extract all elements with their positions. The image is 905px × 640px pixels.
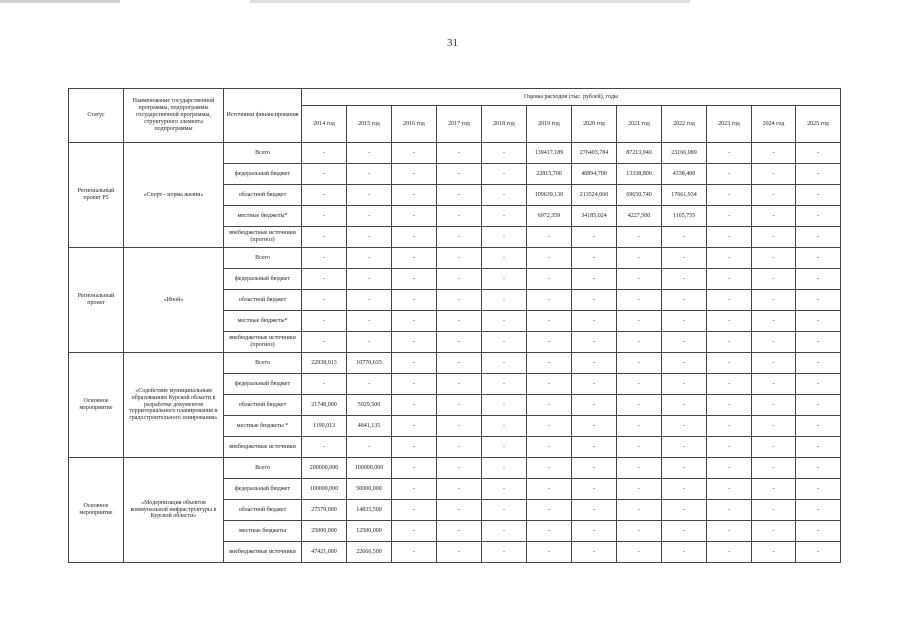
value-cell: 34185,024: [572, 206, 617, 227]
value-cell: -: [796, 542, 841, 563]
value-cell: -: [707, 332, 752, 353]
value-cell: -: [302, 164, 347, 185]
value-cell: -: [796, 227, 841, 248]
value-cell: -: [796, 164, 841, 185]
value-cell: -: [617, 458, 662, 479]
value-cell: 5929,500: [347, 395, 392, 416]
value-cell: -: [617, 269, 662, 290]
value-cell: -: [392, 227, 437, 248]
value-cell: -: [707, 395, 752, 416]
value-cell: -: [392, 353, 437, 374]
value-cell: -: [707, 416, 752, 437]
value-cell: -: [347, 206, 392, 227]
value-cell: 200000,000: [302, 458, 347, 479]
value-cell: -: [572, 416, 617, 437]
value-cell: -: [437, 500, 482, 521]
value-cell: -: [752, 395, 796, 416]
value-cell: -: [392, 290, 437, 311]
value-cell: -: [796, 143, 841, 164]
value-cell: -: [662, 479, 707, 500]
value-cell: -: [796, 479, 841, 500]
budget-table: [68, 88, 841, 563]
funding-source-cell: областной бюджет: [224, 185, 302, 206]
program-name-cell: «Модернизация объектов коммунальной инфраструктуры в Курской области»: [124, 458, 224, 563]
value-cell: -: [707, 206, 752, 227]
value-cell: 1190,013: [302, 416, 347, 437]
header-year: 2020 год: [572, 106, 617, 143]
funding-source-cell: областной бюджет: [224, 395, 302, 416]
header-name: Наименование государственной программы, подпрограммы государственной программы, структурного элемента подпрограммы: [124, 89, 224, 143]
value-cell: 23166,089: [662, 143, 707, 164]
value-cell: -: [392, 521, 437, 542]
value-cell: -: [662, 500, 707, 521]
value-cell: -: [527, 521, 572, 542]
value-cell: -: [662, 269, 707, 290]
value-cell: 6972,359: [527, 206, 572, 227]
value-cell: -: [752, 290, 796, 311]
value-cell: -: [527, 227, 572, 248]
value-cell: -: [572, 353, 617, 374]
value-cell: -: [392, 500, 437, 521]
value-cell: 4227,500: [617, 206, 662, 227]
value-cell: -: [707, 290, 752, 311]
value-cell: -: [482, 542, 527, 563]
funding-source-cell: местные бюджеты: [224, 521, 302, 542]
value-cell: -: [482, 269, 527, 290]
program-name-cell: «Иной»: [124, 248, 224, 353]
value-cell: -: [572, 479, 617, 500]
value-cell: -: [437, 395, 482, 416]
value-cell: -: [796, 500, 841, 521]
funding-source-cell: областной бюджет: [224, 500, 302, 521]
value-cell: -: [796, 395, 841, 416]
funding-source-cell: местные бюджеты *: [224, 416, 302, 437]
header-year: 2014 год: [302, 106, 347, 143]
value-cell: -: [347, 374, 392, 395]
value-cell: -: [392, 437, 437, 458]
value-cell: -: [752, 353, 796, 374]
value-cell: -: [482, 290, 527, 311]
value-cell: -: [662, 395, 707, 416]
value-cell: -: [527, 416, 572, 437]
value-cell: 25000,000: [302, 521, 347, 542]
value-cell: 27579,000: [302, 500, 347, 521]
value-cell: -: [347, 164, 392, 185]
funding-source-cell: Всего: [224, 353, 302, 374]
value-cell: -: [707, 269, 752, 290]
value-cell: -: [617, 227, 662, 248]
value-cell: -: [617, 416, 662, 437]
value-cell: -: [796, 332, 841, 353]
value-cell: -: [707, 185, 752, 206]
table-row: [69, 248, 841, 269]
value-cell: -: [482, 248, 527, 269]
value-cell: -: [572, 542, 617, 563]
value-cell: -: [437, 542, 482, 563]
status-cell: Региональный проект: [69, 248, 124, 353]
value-cell: -: [482, 416, 527, 437]
value-cell: -: [662, 458, 707, 479]
value-cell: -: [482, 500, 527, 521]
value-cell: -: [572, 290, 617, 311]
value-cell: -: [752, 332, 796, 353]
status-cell: Основное мероприятие: [69, 353, 124, 458]
value-cell: -: [302, 374, 347, 395]
value-cell: -: [437, 185, 482, 206]
value-cell: -: [347, 437, 392, 458]
value-cell: -: [707, 479, 752, 500]
value-cell: -: [707, 374, 752, 395]
value-cell: -: [707, 521, 752, 542]
value-cell: -: [707, 458, 752, 479]
value-cell: -: [437, 374, 482, 395]
value-cell: -: [527, 332, 572, 353]
value-cell: -: [572, 374, 617, 395]
value-cell: -: [617, 290, 662, 311]
value-cell: -: [572, 500, 617, 521]
value-cell: -: [392, 542, 437, 563]
value-cell: -: [527, 395, 572, 416]
value-cell: -: [752, 437, 796, 458]
value-cell: -: [752, 269, 796, 290]
value-cell: -: [392, 269, 437, 290]
value-cell: -: [302, 206, 347, 227]
value-cell: -: [662, 248, 707, 269]
value-cell: -: [796, 290, 841, 311]
scan-edge-line: [0, 0, 905, 3]
value-cell: -: [392, 164, 437, 185]
value-cell: -: [437, 269, 482, 290]
value-cell: -: [752, 500, 796, 521]
value-cell: -: [752, 164, 796, 185]
value-cell: -: [662, 374, 707, 395]
value-cell: 4841,135: [347, 416, 392, 437]
value-cell: -: [527, 437, 572, 458]
value-cell: -: [437, 248, 482, 269]
value-cell: -: [482, 395, 527, 416]
funding-source-cell: Всего: [224, 458, 302, 479]
value-cell: -: [572, 437, 617, 458]
header-year: 2018 год: [482, 106, 527, 143]
funding-source-cell: областной бюджет: [224, 290, 302, 311]
value-cell: -: [707, 143, 752, 164]
header-year: 2025 год: [796, 106, 841, 143]
value-cell: -: [437, 458, 482, 479]
value-cell: -: [572, 248, 617, 269]
value-cell: 213524,060: [572, 185, 617, 206]
value-cell: -: [796, 458, 841, 479]
value-cell: -: [437, 353, 482, 374]
value-cell: -: [482, 206, 527, 227]
page-number: 31: [447, 37, 458, 49]
value-cell: -: [707, 248, 752, 269]
value-cell: 139417,189: [527, 143, 572, 164]
value-cell: -: [617, 248, 662, 269]
value-cell: -: [707, 353, 752, 374]
funding-source-cell: федеральный бюджет: [224, 164, 302, 185]
value-cell: -: [302, 332, 347, 353]
value-cell: -: [347, 248, 392, 269]
value-cell: -: [392, 458, 437, 479]
value-cell: 12500,000: [347, 521, 392, 542]
value-cell: 4338,400: [662, 164, 707, 185]
value-cell: 100000,000: [302, 479, 347, 500]
value-cell: -: [617, 500, 662, 521]
value-cell: -: [796, 269, 841, 290]
value-cell: -: [392, 248, 437, 269]
value-cell: -: [752, 206, 796, 227]
table-row: [69, 143, 841, 164]
value-cell: -: [437, 479, 482, 500]
value-cell: 69650,740: [617, 185, 662, 206]
value-cell: -: [347, 185, 392, 206]
funding-source-cell: федеральный бюджет: [224, 374, 302, 395]
value-cell: -: [527, 479, 572, 500]
value-cell: -: [796, 437, 841, 458]
funding-source-cell: местные бюджеты*: [224, 311, 302, 332]
value-cell: -: [482, 353, 527, 374]
value-cell: -: [437, 164, 482, 185]
value-cell: -: [527, 248, 572, 269]
value-cell: -: [617, 332, 662, 353]
value-cell: -: [572, 521, 617, 542]
value-cell: 22666,500: [347, 542, 392, 563]
value-cell: -: [796, 248, 841, 269]
value-cell: -: [527, 374, 572, 395]
value-cell: -: [752, 416, 796, 437]
value-cell: -: [482, 164, 527, 185]
value-cell: -: [482, 458, 527, 479]
value-cell: -: [347, 332, 392, 353]
funding-source-cell: внебюджетные источники (прогноз): [224, 332, 302, 353]
header-estimate: Оценка расходов (тыс. рублей), годы: [302, 89, 841, 106]
value-cell: -: [482, 437, 527, 458]
program-name-cell: «Содействие муниципальным образованиям Курской области в разработке документов территориального планирования и градостроительного зонирования»: [124, 353, 224, 458]
value-cell: 87213,040: [617, 143, 662, 164]
value-cell: -: [707, 500, 752, 521]
value-cell: -: [796, 353, 841, 374]
value-cell: 21748,000: [302, 395, 347, 416]
value-cell: -: [302, 143, 347, 164]
header-year: 2023 год: [707, 106, 752, 143]
value-cell: -: [527, 542, 572, 563]
value-cell: -: [392, 332, 437, 353]
value-cell: -: [662, 521, 707, 542]
funding-source-cell: местные бюджеты*: [224, 206, 302, 227]
funding-source-cell: Всего: [224, 143, 302, 164]
header-year: 2024 год: [752, 106, 796, 143]
value-cell: -: [752, 248, 796, 269]
funding-source-cell: внебюджетные источники (прогноз): [224, 227, 302, 248]
value-cell: -: [752, 185, 796, 206]
value-cell: 13338,800: [617, 164, 662, 185]
value-cell: -: [662, 332, 707, 353]
value-cell: 100000,000: [347, 458, 392, 479]
value-cell: -: [796, 374, 841, 395]
value-cell: -: [302, 269, 347, 290]
value-cell: -: [572, 395, 617, 416]
value-cell: -: [437, 143, 482, 164]
table-row: [69, 458, 841, 479]
value-cell: -: [347, 290, 392, 311]
value-cell: -: [482, 185, 527, 206]
value-cell: -: [437, 290, 482, 311]
value-cell: -: [662, 542, 707, 563]
value-cell: -: [662, 290, 707, 311]
value-cell: -: [662, 311, 707, 332]
value-cell: -: [482, 143, 527, 164]
value-cell: -: [662, 353, 707, 374]
value-cell: -: [302, 227, 347, 248]
value-cell: -: [392, 416, 437, 437]
value-cell: -: [752, 458, 796, 479]
value-cell: -: [527, 269, 572, 290]
value-cell: -: [482, 521, 527, 542]
value-cell: 22938,013: [302, 353, 347, 374]
value-cell: 109639,130: [527, 185, 572, 206]
value-cell: -: [527, 290, 572, 311]
value-cell: -: [617, 521, 662, 542]
status-cell: Основное мероприятие: [69, 458, 124, 563]
value-cell: -: [572, 311, 617, 332]
value-cell: -: [302, 311, 347, 332]
value-cell: -: [392, 395, 437, 416]
value-cell: -: [662, 416, 707, 437]
value-cell: -: [707, 164, 752, 185]
value-cell: 50000,000: [347, 479, 392, 500]
value-cell: -: [752, 143, 796, 164]
header-year: 2021 год: [617, 106, 662, 143]
value-cell: -: [482, 374, 527, 395]
value-cell: -: [482, 311, 527, 332]
value-cell: -: [752, 521, 796, 542]
value-cell: -: [437, 206, 482, 227]
value-cell: -: [572, 227, 617, 248]
value-cell: -: [527, 458, 572, 479]
value-cell: -: [347, 227, 392, 248]
value-cell: -: [392, 374, 437, 395]
value-cell: -: [302, 437, 347, 458]
value-cell: -: [617, 437, 662, 458]
value-cell: -: [752, 374, 796, 395]
value-cell: -: [437, 227, 482, 248]
value-cell: -: [796, 311, 841, 332]
value-cell: -: [572, 269, 617, 290]
funding-source-cell: внебюджетные источники: [224, 437, 302, 458]
value-cell: -: [662, 437, 707, 458]
value-cell: -: [482, 227, 527, 248]
value-cell: -: [796, 206, 841, 227]
value-cell: 47421,000: [302, 542, 347, 563]
value-cell: 40894,700: [572, 164, 617, 185]
header-year: 2016 год: [392, 106, 437, 143]
header-source: Источники финансирования: [224, 89, 302, 143]
header-year: 2019 год: [527, 106, 572, 143]
value-cell: -: [302, 185, 347, 206]
value-cell: 1165,755: [662, 206, 707, 227]
value-cell: -: [392, 143, 437, 164]
value-cell: 276403,784: [572, 143, 617, 164]
value-cell: -: [572, 332, 617, 353]
status-cell: Региональный проект Р5: [69, 143, 124, 248]
value-cell: -: [707, 311, 752, 332]
funding-source-cell: федеральный бюджет: [224, 269, 302, 290]
value-cell: -: [482, 479, 527, 500]
value-cell: -: [392, 185, 437, 206]
program-name-cell: «Спорт - норма жизни»: [124, 143, 224, 248]
value-cell: -: [617, 374, 662, 395]
value-cell: 22815,700: [527, 164, 572, 185]
value-cell: -: [392, 311, 437, 332]
value-cell: -: [796, 185, 841, 206]
header-year: 2017 год: [437, 106, 482, 143]
value-cell: -: [796, 521, 841, 542]
value-cell: -: [527, 311, 572, 332]
value-cell: -: [617, 395, 662, 416]
table-row: [69, 353, 841, 374]
value-cell: -: [437, 416, 482, 437]
value-cell: 17661,934: [662, 185, 707, 206]
value-cell: -: [796, 416, 841, 437]
funding-source-cell: внебюджетные источники: [224, 542, 302, 563]
value-cell: -: [302, 290, 347, 311]
value-cell: -: [347, 143, 392, 164]
value-cell: -: [752, 542, 796, 563]
value-cell: -: [527, 500, 572, 521]
value-cell: -: [347, 311, 392, 332]
value-cell: -: [752, 311, 796, 332]
value-cell: -: [617, 353, 662, 374]
value-cell: -: [707, 437, 752, 458]
value-cell: -: [437, 521, 482, 542]
funding-source-cell: федеральный бюджет: [224, 479, 302, 500]
value-cell: 10770,635: [347, 353, 392, 374]
value-cell: -: [752, 479, 796, 500]
value-cell: -: [617, 479, 662, 500]
value-cell: -: [617, 542, 662, 563]
value-cell: -: [347, 269, 392, 290]
value-cell: -: [572, 458, 617, 479]
value-cell: -: [527, 353, 572, 374]
value-cell: 14833,500: [347, 500, 392, 521]
value-cell: -: [662, 227, 707, 248]
value-cell: -: [437, 332, 482, 353]
value-cell: -: [392, 479, 437, 500]
header-year: 2022 год: [662, 106, 707, 143]
value-cell: -: [617, 311, 662, 332]
funding-source-cell: Всего: [224, 248, 302, 269]
value-cell: -: [707, 542, 752, 563]
value-cell: -: [482, 332, 527, 353]
value-cell: -: [437, 311, 482, 332]
value-cell: -: [707, 227, 752, 248]
value-cell: -: [752, 227, 796, 248]
value-cell: -: [302, 248, 347, 269]
value-cell: -: [437, 437, 482, 458]
header-year: 2015 год: [347, 106, 392, 143]
header-status: Статус: [69, 89, 124, 143]
value-cell: -: [392, 206, 437, 227]
